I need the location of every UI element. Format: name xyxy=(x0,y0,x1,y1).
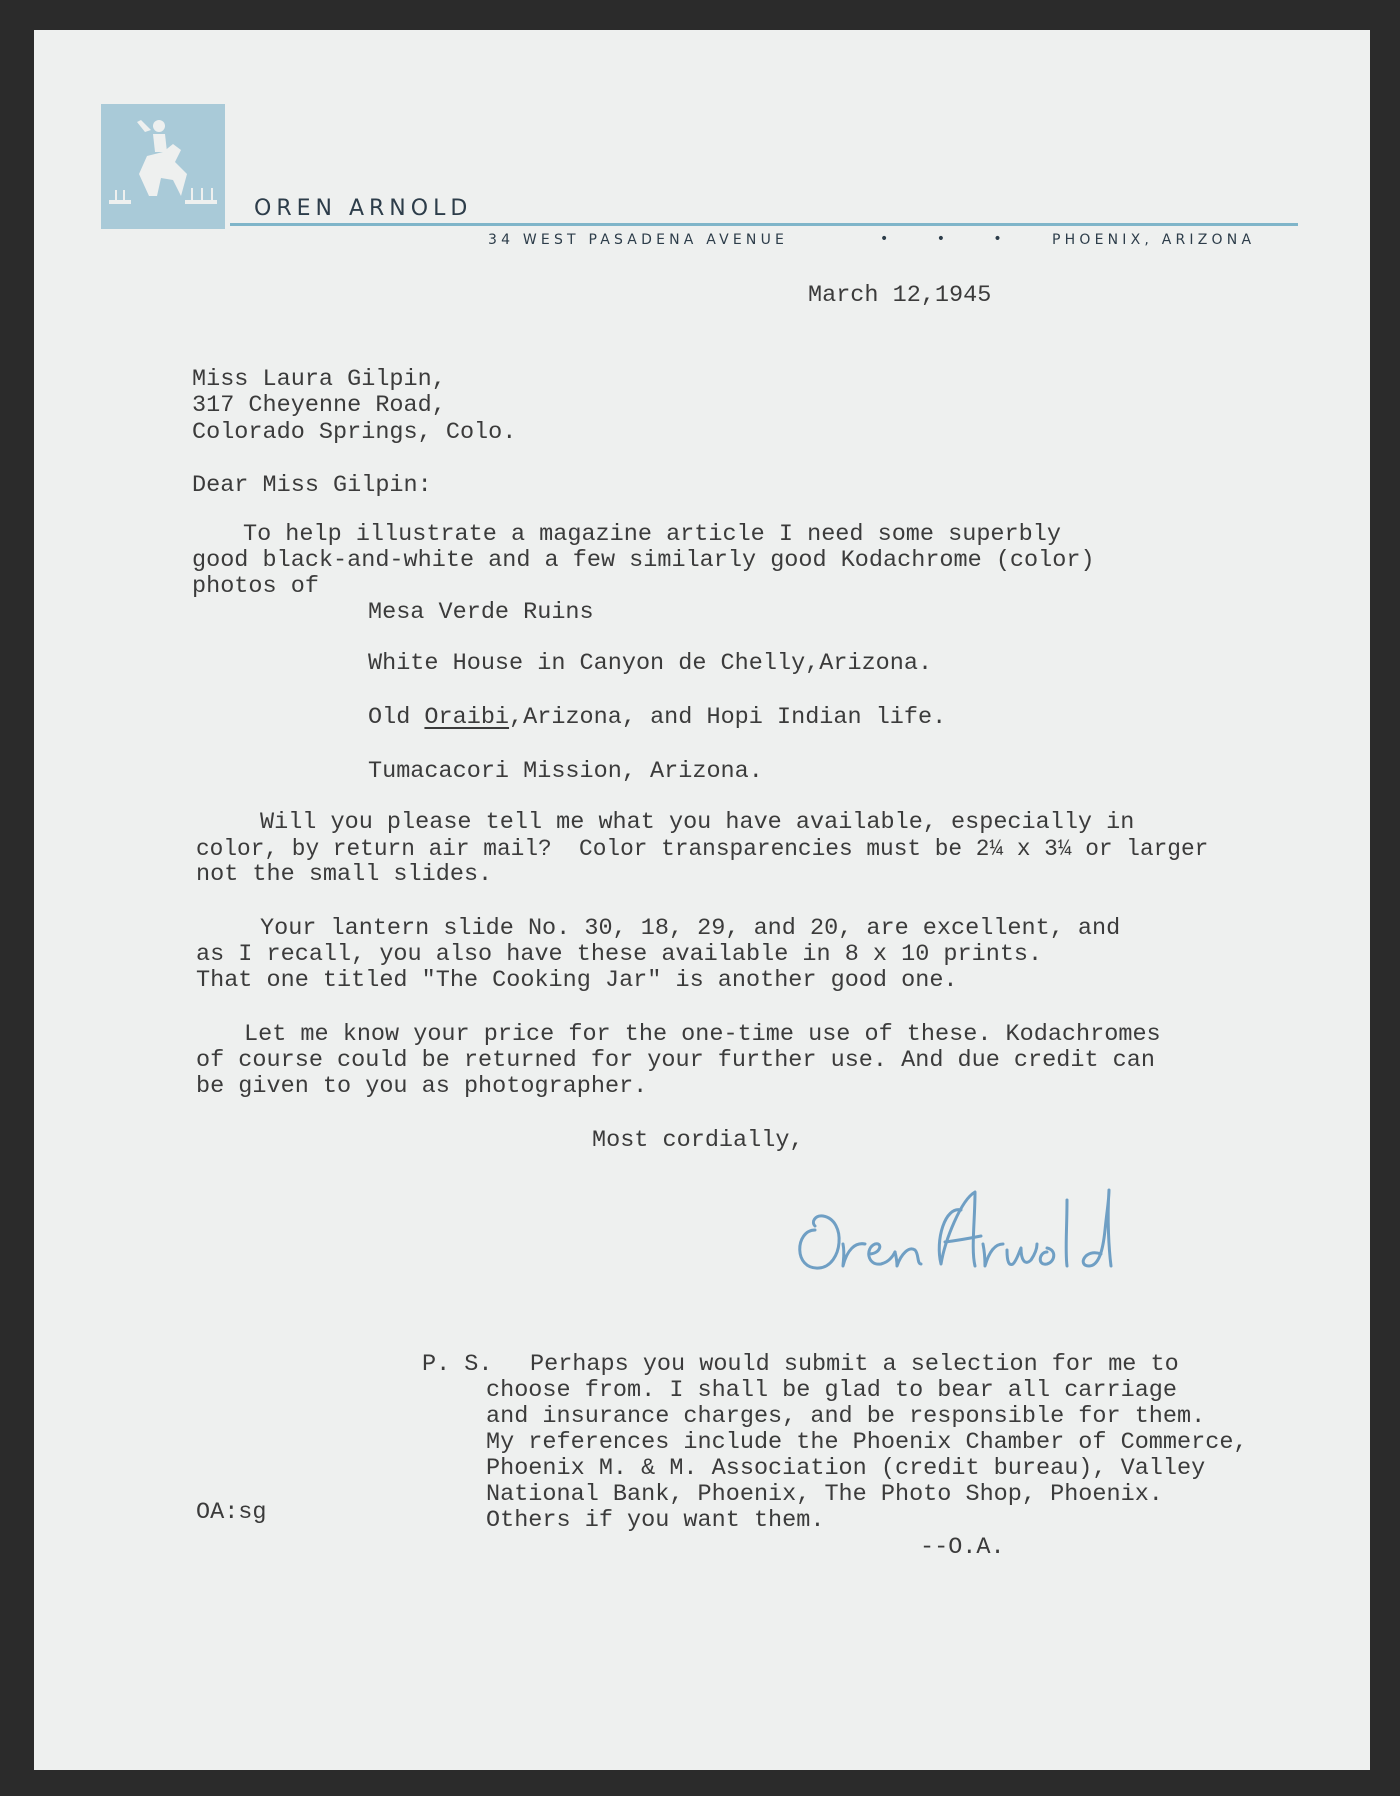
ps-line-1: Perhaps you would submit a selection for me to xyxy=(530,1351,1179,1378)
letterhead-rule xyxy=(230,223,1298,226)
recipient-line-2: 317 Cheyenne Road, xyxy=(192,392,446,419)
paragraph-4-line-1: Let me know your price for the one-time use of these. Kodachromes xyxy=(244,1021,1161,1048)
ps-initials: --O.A. xyxy=(920,1534,1005,1561)
ps-line-3: and insurance charges, and be responsible for them. xyxy=(486,1403,1206,1430)
paragraph-4-line-3: be given to you as photographer. xyxy=(196,1073,648,1100)
letterhead-name: OREN ARNOLD xyxy=(254,196,473,221)
list-item-2: White House in Canyon de Chelly,Arizona. xyxy=(368,650,933,677)
list-item-3 xyxy=(368,705,946,731)
recipient-line-1: Miss Laura Gilpin, xyxy=(192,366,446,393)
paragraph-3-line-3: That one titled "The Cooking Jar" is another good one. xyxy=(196,967,958,994)
paragraph-1-line-3: photos of xyxy=(192,573,319,600)
paragraph-1-line-1: To help illustrate a magazine article I need some superbly xyxy=(243,521,1061,548)
paragraph-2-line-1: Will you please tell me what you have available, especially in xyxy=(260,809,1135,836)
ps-line-5: Phoenix M. & M. Association (credit bureau), Valley xyxy=(486,1455,1206,1482)
ps-line-7: Others if you want them. xyxy=(486,1507,825,1534)
paragraph-2-line-3: not the small slides. xyxy=(196,861,493,888)
signature xyxy=(785,1170,1165,1280)
letterhead-separator: • • • xyxy=(880,231,1024,247)
list-item-4: Tumacacori Mission, Arizona. xyxy=(368,758,763,785)
letterhead-street: 34 WEST PASADENA AVENUE xyxy=(488,232,789,248)
ps-label: P. S. xyxy=(422,1351,493,1378)
paragraph-2-line-2: color, by return air mail? Color transparencies must be 2¼ x 3¼ or larger xyxy=(196,836,1209,862)
list-item-3-pre: Old xyxy=(368,704,425,731)
closing: Most cordially, xyxy=(592,1127,804,1154)
paragraph-4-line-2: of course could be returned for your further use. And due credit can xyxy=(196,1047,1155,1074)
paragraph-1-line-2: good black-and-white and a few similarly good Kodachrome (color) xyxy=(192,547,1095,574)
paragraph-3-line-2: as I recall, you also have these available in 8 x 10 prints. xyxy=(196,941,1043,968)
ps-line-6: National Bank, Phoenix, The Photo Shop, Phoenix. xyxy=(486,1481,1163,1508)
paragraph-3-line-1: Your lantern slide No. 30, 18, 29, and 20, are excellent, and xyxy=(260,915,1121,942)
list-item-3-underlined: Oraibi xyxy=(424,704,510,731)
list-item-3-post: ,Arizona, and Hopi Indian life. xyxy=(509,704,947,731)
ps-line-4: My references include the Phoenix Chamber of Commerce, xyxy=(486,1429,1248,1456)
letter-date: March 12,1945 xyxy=(808,282,992,309)
bronco-rider-icon xyxy=(101,104,225,229)
list-item-1: Mesa Verde Ruins xyxy=(368,599,594,626)
salutation: Dear Miss Gilpin: xyxy=(192,472,432,499)
recipient-line-3: Colorado Springs, Colo. xyxy=(192,419,517,446)
letterhead-city: PHOENIX, ARIZONA xyxy=(1052,232,1256,248)
ps-line-2: choose from. I shall be glad to bear all carriage xyxy=(486,1377,1178,1404)
reference-initials: OA:sg xyxy=(196,1499,267,1526)
